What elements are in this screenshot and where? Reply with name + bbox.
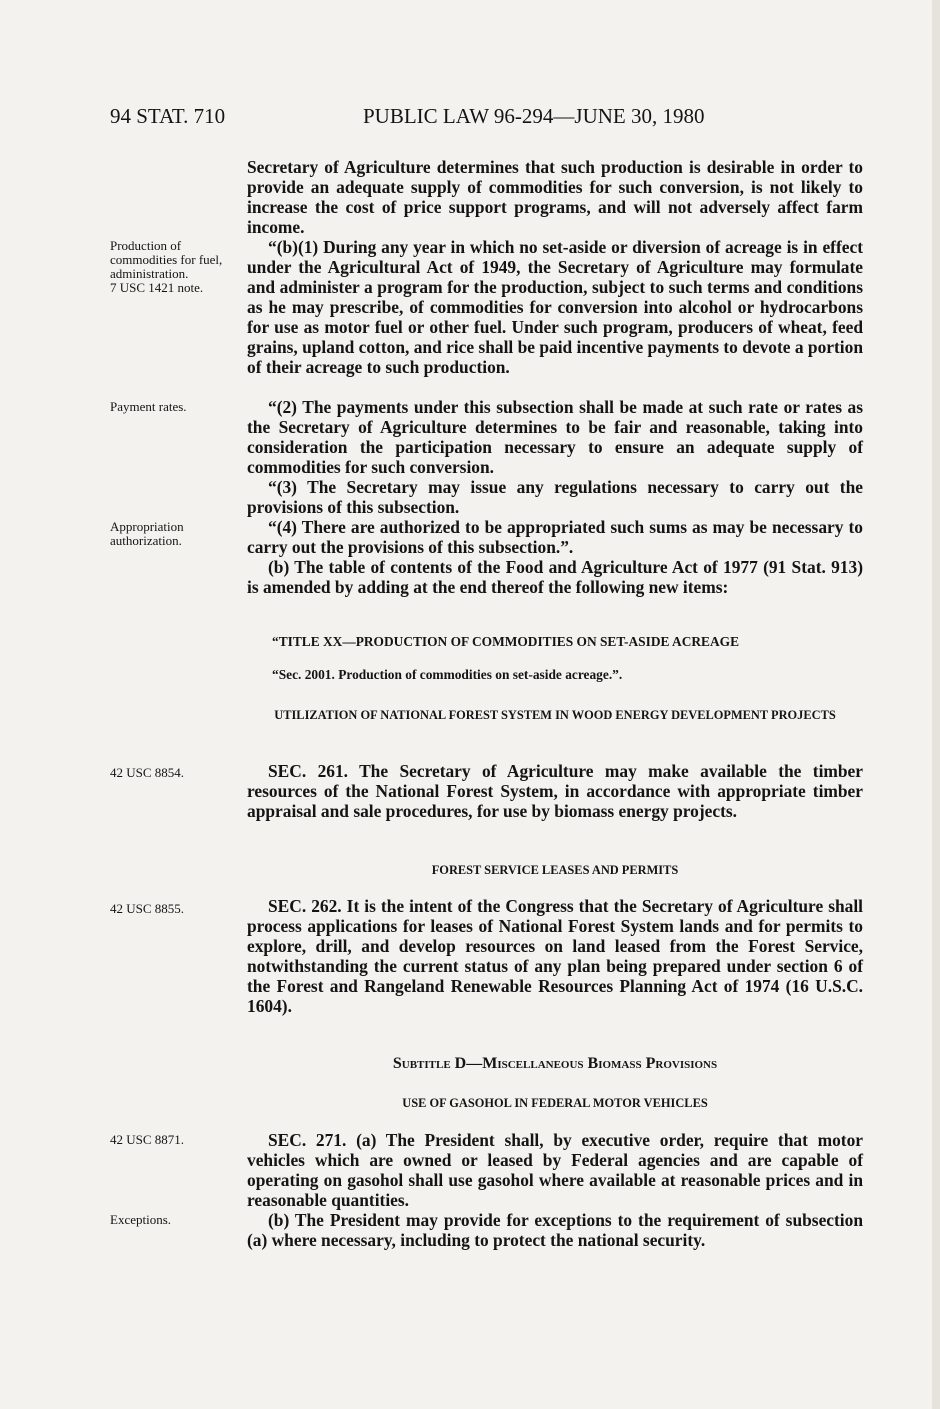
page-header: [110, 104, 870, 134]
subtitle-d: Subtitle D—Miscellaneous Biomass Provisions: [392, 1055, 718, 1072]
page-edge-shadow: [932, 0, 940, 1409]
margin-note-payment: Payment rates.: [110, 399, 187, 414]
toc-title-item: “TITLE XX—PRODUCTION OF COMMODITIES ON SET-ASIDE ACREAGE: [272, 634, 740, 649]
margin-note-exceptions: Exceptions.: [110, 1212, 172, 1227]
paragraph-b1: “(b)(1) During any year in which no set-aside or diversion of acreage is in effect under the Agricultural Act of 1949, the Secretary of Agriculture may formulate and administer a program for the production, subject to such terms and conditions as he may prescribe, of commodities for conversion into alcohol or hydrocarbons for use as motor fuel or other fuel. Under such program, producers of wheat, feed grains, upland cotton, and rice shall be paid incentive payments to devote a portion of their acreage to such production.: [247, 237, 863, 377]
section-heading-leases: FOREST SERVICE LEASES AND PERMITS: [431, 863, 679, 877]
paragraph-2: “(2) The payments under this subsection shall be made at such rate or rates as the Secretary of Agriculture determines to be fair and reasonable, taking into consideration the participation necessary to ensure an adequate supply of commodities for such conversion.: [247, 397, 863, 477]
paragraph-b-toc: (b) The table of contents of the Food and Agriculture Act of 1977 (91 Stat. 913) is amended by adding at the end thereof the following new items:: [247, 557, 863, 597]
law-title: PUBLIC LAW 96-294—JUNE 30, 1980: [363, 104, 705, 128]
section-261: SEC. 261. The Secretary of Agriculture may make available the timber resources of the National Forest System, in accordance with appropriate timber appraisal and sale procedures, for use by biomass energy projects.: [247, 761, 863, 821]
paragraph-3: “(3) The Secretary may issue any regulations necessary to carry out the provisions of this subsection.: [247, 477, 863, 517]
section-heading-gasohol: USE OF GASOHOL IN FEDERAL MOTOR VEHICLES: [402, 1096, 708, 1110]
margin-note-appropriation: Appropriation authorization.: [110, 519, 184, 548]
margin-note-8871: 42 USC 8871.: [110, 1132, 185, 1147]
stat-page-number: 94 STAT. 710: [110, 104, 226, 128]
section-heading-wood-energy: UTILIZATION OF NATIONAL FOREST SYSTEM IN WOOD ENERGY DEVELOPMENT PROJECTS: [274, 708, 836, 722]
section-262: SEC. 262. It is the intent of the Congress that the Secretary of Agriculture shall process applications for leases of National Forest System lands and for permits to explore, drill, and develop resources on land leased from the Forest Service, notwithstanding the current status of any plan being prepared under section 6 of the Forest and Rangeland Renewable Resources Planning Act of 1974 (16 U.S.C. 1604).: [247, 896, 863, 1016]
margin-note-8854: 42 USC 8854.: [110, 765, 185, 780]
paragraph-4: “(4) There are authorized to be appropriated such sums as may be necessary to carry out the provisions of this subsection.”.: [247, 517, 863, 557]
section-271a: SEC. 271. (a) The President shall, by executive order, require that motor vehicles which are owned or leased by Federal agencies and are capable of operating on gasohol shall use gasohol where available at reasonable prices and in reasonable quantities.: [247, 1130, 863, 1210]
section-271b: (b) The President may provide for exceptions to the requirement of subsection (a) where necessary, including to protect the national security.: [247, 1210, 863, 1250]
paragraph-continuation: Secretary of Agriculture determines that such production is desirable in order to provide an adequate supply of commodities for such conversion, is not likely to increase the cost of price support programs, and will not adversely affect farm income.: [247, 157, 863, 237]
margin-note-production: Production of commodities for fuel, administration. 7 USC 1421 note.: [110, 238, 223, 295]
toc-section-item: “Sec. 2001. Production of commodities on set-aside acreage.”.: [272, 667, 623, 682]
margin-note-8855: 42 USC 8855.: [110, 901, 185, 916]
